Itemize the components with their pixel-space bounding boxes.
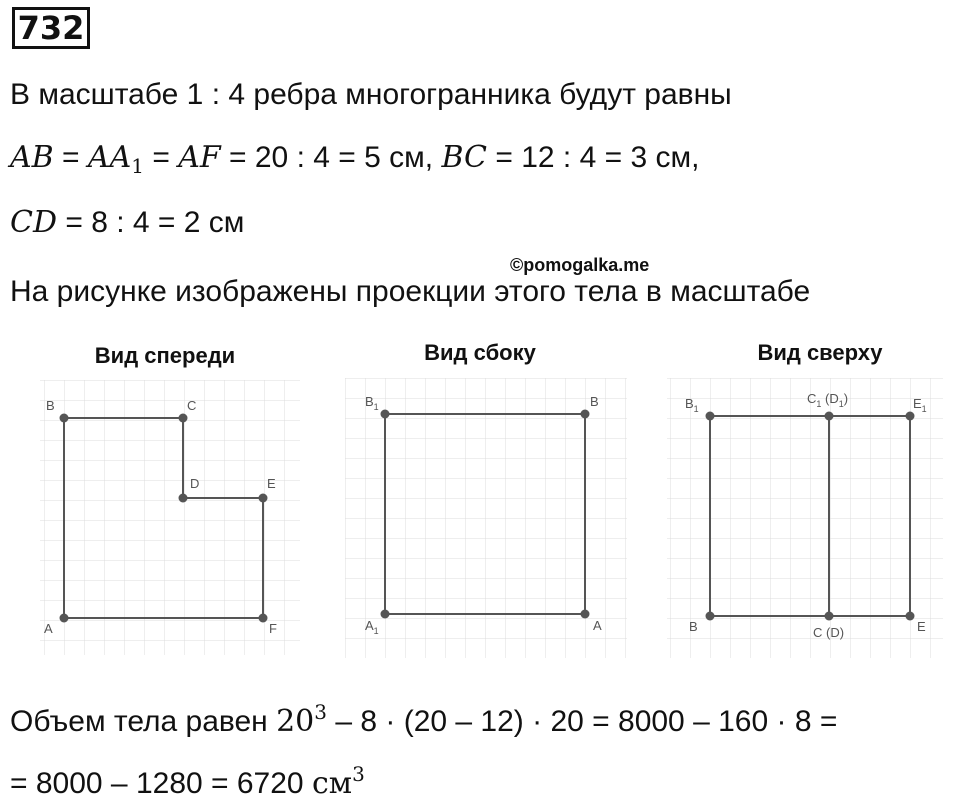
point-b bbox=[706, 612, 715, 621]
point-c1-d1 bbox=[825, 412, 834, 421]
text-line-scale: В масштабе 1 : 4 ребра многогранника будут равны bbox=[10, 78, 732, 111]
side-view-title: Вид сбоку bbox=[424, 340, 536, 365]
point-c bbox=[179, 414, 188, 423]
label-a: A bbox=[593, 618, 602, 633]
math-base: 20 bbox=[276, 704, 315, 739]
math-ab: AB bbox=[10, 140, 54, 175]
label-b: B bbox=[590, 394, 599, 409]
label-c: C bbox=[187, 398, 197, 413]
point-b bbox=[60, 414, 69, 423]
math-af: AF bbox=[178, 140, 221, 175]
label-c1-d1: $C_1$ $(D_1)$ bbox=[807, 391, 849, 409]
watermark: ©pomogalka.me bbox=[510, 255, 650, 275]
text-eq: = bbox=[53, 141, 88, 174]
label-e: E bbox=[917, 619, 926, 634]
label-b: B bbox=[689, 619, 698, 634]
text-bc-value: = 12 : 4 = 3 см, bbox=[487, 141, 700, 174]
point-c-d bbox=[825, 612, 834, 621]
point-b1 bbox=[381, 410, 390, 419]
point-b bbox=[581, 410, 590, 419]
top-view-title: Вид сверху bbox=[757, 340, 883, 365]
point-a1 bbox=[381, 610, 390, 619]
point-b1 bbox=[706, 412, 715, 421]
label-d: D bbox=[190, 476, 200, 491]
text-af-value: = 20 : 4 = 5 см, bbox=[220, 141, 442, 174]
point-e bbox=[259, 494, 268, 503]
math-unit-exp: 3 bbox=[352, 762, 365, 786]
label-b: B bbox=[46, 398, 55, 413]
label-b1: $B_1$ bbox=[365, 394, 379, 412]
point-e bbox=[906, 612, 915, 621]
text-result: = 8000 – 1280 = 6720 bbox=[10, 767, 312, 800]
label-c-d: C (D) bbox=[813, 625, 845, 640]
math-exp: 3 bbox=[314, 700, 328, 724]
text-line-edges bbox=[10, 140, 699, 178]
point-e1 bbox=[906, 412, 915, 421]
label-f: F bbox=[269, 621, 277, 636]
text-cd-value: = 8 : 4 = 2 см bbox=[57, 206, 245, 239]
text-eq: = bbox=[144, 141, 179, 174]
label-a: A bbox=[44, 621, 53, 636]
label-e: E bbox=[267, 476, 276, 491]
problem-number: 732 bbox=[12, 7, 90, 49]
label-a1: $A_1$ bbox=[365, 618, 379, 636]
text-line-volume bbox=[10, 700, 837, 739]
label-b1: $B_1$ bbox=[685, 396, 699, 414]
text-volume-prefix: Объем тела равен bbox=[10, 705, 277, 738]
label-e1: $E_1$ bbox=[913, 396, 927, 414]
grid-background bbox=[40, 380, 300, 655]
math-aa-sub: 1 bbox=[131, 154, 144, 178]
text-volume-calc: – 8 · (20 – 12) · 20 = 8000 – 160 · 8 = bbox=[327, 705, 838, 738]
text-line-cd bbox=[10, 205, 244, 240]
math-aa: AA bbox=[87, 140, 132, 175]
top-view-diagram bbox=[667, 378, 943, 658]
text-line-result bbox=[10, 762, 365, 801]
point-a bbox=[581, 610, 590, 619]
math-cd: CD bbox=[10, 205, 58, 240]
point-d bbox=[179, 494, 188, 503]
math-bc: BC bbox=[441, 140, 488, 175]
front-view-diagram bbox=[40, 380, 300, 655]
front-view-title: Вид спереди bbox=[94, 343, 236, 368]
math-unit: см bbox=[311, 766, 353, 801]
side-view-diagram bbox=[345, 378, 627, 658]
point-f bbox=[259, 614, 268, 623]
point-a bbox=[60, 614, 69, 623]
text-line-projections: На рисунке изображены проекции этого тела в масштабе bbox=[10, 275, 811, 308]
